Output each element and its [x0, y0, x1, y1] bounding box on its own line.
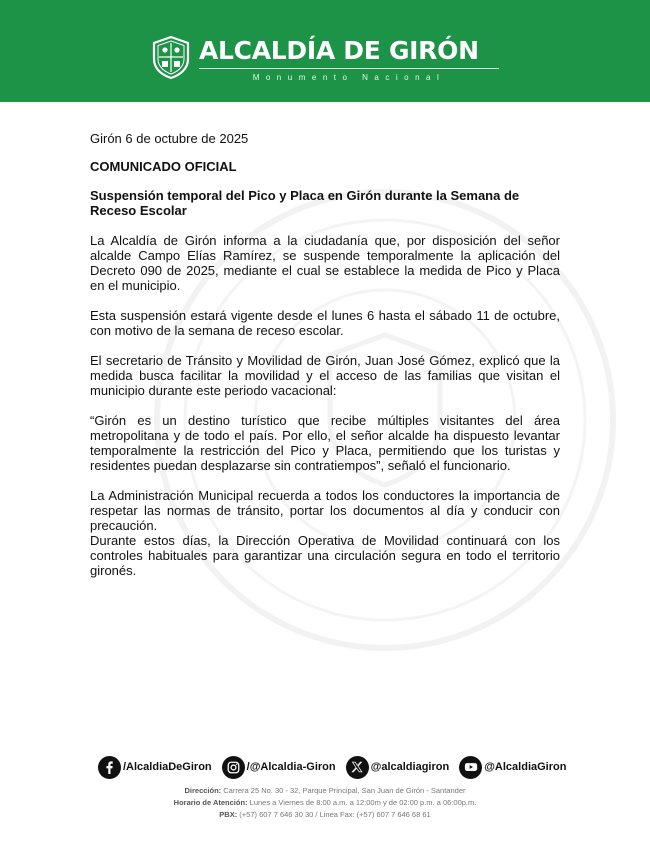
social-instagram[interactable] [222, 756, 336, 779]
document-heading: COMUNICADO OFICIAL [90, 159, 237, 174]
facebook-icon [98, 756, 121, 779]
address-value: Carrera 25 No. 30 - 32, Parque Principal, San Juan de Girón - Santander [223, 786, 466, 795]
x-handle: @alcaldiagiron [370, 761, 450, 773]
paragraph: El secretario de Tránsito y Movilidad de Girón, Juan José Gómez, explicó que la medida busca facilitar la movilidad y el acceso de las familias que visitan el municipio durante este periodo vacacional: [90, 353, 560, 398]
social-x[interactable] [346, 756, 450, 779]
paragraph: La Alcaldía de Girón informa a la ciudadanía que, por disposición del señor alcalde Campo Elías Ramírez, se suspende temporalmente la aplicación del Decreto 090 de 2025, mediante el cual se establece la medida de Pico y Placa en el municipio. [90, 233, 560, 293]
contact-footer [0, 785, 650, 821]
instagram-handle: /@Alcaldia-Giron [246, 761, 336, 773]
phone-value: (+57) 607 7 646 30 30 / Linea Fax: (+57) 607 7 646 68 61 [239, 810, 431, 819]
paragraph: Durante estos días, la Dirección Operativa de Movilidad continuará con los controles habituales para garantizar una circulación segura en todo el territorio gironés. [90, 533, 560, 578]
social-links [98, 754, 567, 780]
address-label: Dirección: [184, 786, 222, 795]
document-subject: Suspensión temporal del Pico y Placa en Girón durante la Semana de Receso Escolar [90, 188, 520, 218]
youtube-icon [459, 756, 482, 779]
youtube-handle: @AlcaldiaGiron [484, 761, 567, 773]
address-line [0, 785, 650, 797]
hours-value: Lunes a Viernes de 8:00 a.m. a 12:00m y de 02:00 p.m. a 06:00p.m. [249, 798, 477, 807]
quote-paragraph: “Girón es un destino turístico que recibe múltiples visitantes del área metropolitana y de todo el país. Por ello, el señor alcalde ha dispuesto levantar temporalmente la restricción del Pico y Placa, permitiendo que los turistas y residentes puedan desplazarse sin contratiempos”, señaló el funcionario. [90, 413, 560, 473]
hours-line [0, 797, 650, 809]
coat-of-arms-logo [151, 35, 191, 80]
social-youtube[interactable] [459, 756, 566, 779]
paragraph: Esta suspensión estará vigente desde el lunes 6 hasta el sábado 11 de octubre, con motivo de la semana de receso escolar. [90, 308, 560, 338]
hours-label: Horario de Atención: [173, 798, 248, 807]
social-facebook[interactable] [98, 756, 212, 779]
brand-subtitle: Monumento Nacional [252, 73, 446, 82]
phone-label: PBX: [219, 810, 238, 819]
brand-title: ALCALDÍA DE GIRÓN [199, 36, 479, 65]
letterhead-banner [0, 0, 650, 102]
x-icon [346, 756, 369, 779]
communique-body [90, 131, 560, 593]
facebook-handle: /AlcaldiaDeGiron [123, 761, 212, 773]
phone-line [0, 809, 650, 821]
brand-divider [199, 68, 499, 69]
instagram-icon [222, 756, 245, 779]
paragraph: La Administración Municipal recuerda a todos los conductores la importancia de respetar las normas de tránsito, portar los documentos al día y conducir con precaución. [90, 488, 560, 533]
document-date: Girón 6 de octubre de 2025 [90, 131, 249, 146]
